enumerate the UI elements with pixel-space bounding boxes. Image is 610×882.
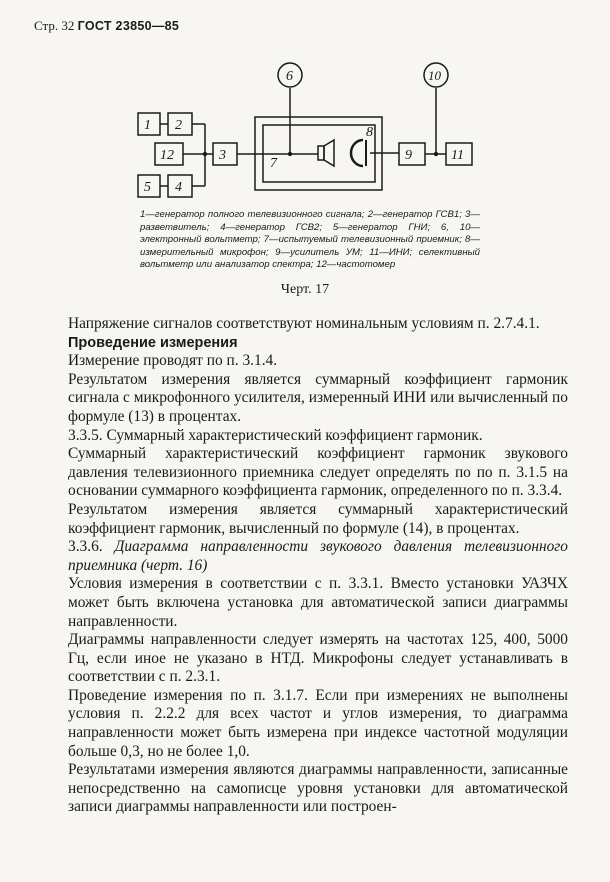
paragraph: Результатом измерения является суммарный коэффициент гармоник сигнала с микрофонного усилителя, измеренный ИНИ или вычисленный по формуле (13) в процентах. [68,370,568,425]
paragraph: Результатом измерения является суммарный характеристический коэффициент гармоник, вычисленный по формуле (14), в процентах. [68,500,568,537]
paragraph: 3.3.5. Суммарный характеристический коэффициент гармоник. [68,426,483,444]
label-10: 10 [428,68,441,83]
label-7: 7 [270,156,277,171]
paragraph: Измерение проводят по п. 3.1.4. [68,352,278,370]
label-4: 4 [175,180,182,195]
label-6: 6 [286,69,293,84]
paragraph-heading [68,538,568,575]
label-11: 11 [451,148,464,163]
block-9 [399,143,425,165]
label-2: 2 [175,118,182,133]
paragraph: Диаграммы направленности следует измерять на частотах 125, 400, 5000 Гц, если иное не указано в НТД. Микрофоны следует устанавливать в соответствии с п. 2.3.1. [68,631,568,686]
main-text [68,315,568,817]
paragraph: Напряжение сигналов соответствуют номинальным условиям п. 2.7.4.1. [68,315,540,332]
label-3: 3 [219,148,226,163]
label-1: 1 [144,118,151,133]
label-12: 12 [160,148,174,163]
page-number: Стр. 32 [34,18,75,33]
standard-code: ГОСТ 23850—85 [77,19,180,33]
figure-label: Черт. 17 [280,282,330,297]
paragraph: Проведение измерения по п. 3.1.7. Если при измерениях не выполнены условия п. 2.2.2 для всех частот и углов измерения, то диаграмма направленности может быть измерена при индексе частотной модуляции больше 0,3, но не более 1,0. [68,686,568,760]
label-5: 5 [144,180,151,195]
paragraph: Результатами измерения являются диаграммы направленности, записанные непосредственно на самописце уровня установки для автоматической записи диаграммы направленности или построен- [68,761,568,816]
paragraph: Условия измерения в соответствии с п. 3.3.1. Вместо установки УАЗЧХ может быть включена установка для автоматической записи диаграммы направленности. [68,575,568,630]
label-9: 9 [405,148,412,163]
section-title: Диаграмма направленности звукового давления телевизионного приемника (черт. 16) [68,538,568,574]
block-diagram [0,0,610,210]
diagram-caption: 1—генератор полного телевизионного сигнала; 2—генератор ГСВ1; 3—разветвитель; 4—генератор ГСВ2; 5—генератор ГНИ; 6, 10—электронный вольтметр; 7—испытуемый телевизионный приемник; 8—измерительный микрофон; 9—усилитель УМ; 11—ИНИ; селективный вольтметр или анализатор спектра; 12—частотомер [140,209,480,270]
section-number: 3.3.6. [68,538,103,556]
section-heading: Проведение измерения [68,334,238,351]
paragraph: Суммарный характеристический коэффициент гармоник звукового давления телевизионного приемника следует определять по по п. 3.1.5 на основании суммарного коэффициента гармоник, определенного по п. 3.3.4. [68,445,568,500]
label-8: 8 [366,125,373,140]
